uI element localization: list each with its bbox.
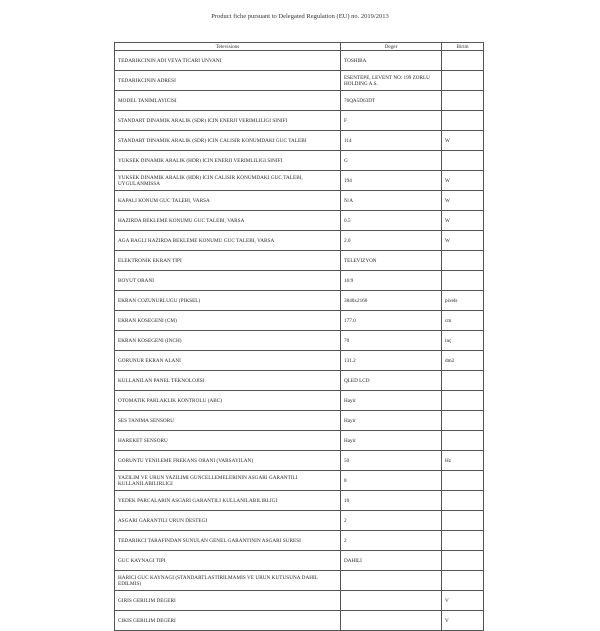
row-label: CIKIS GERILIM DEGERI <box>115 611 341 631</box>
row-label: HARICI GUC KAYNAGI (STANDARTLASTIRILMAMIS VE URUN KUTUSUNA DAHIL EDILMIS) <box>115 571 341 591</box>
row-value: Hayir <box>341 431 442 451</box>
row-unit <box>442 371 484 391</box>
row-label: STANDART DINAMIK ARALIK (SDR) ICIN CALISIR KONUMDAKI GUC TALEBI <box>115 131 341 151</box>
row-label: HAREKET SENSORU <box>115 431 341 451</box>
row-label: EKRAN KOSEGENI (INCH) <box>115 331 341 351</box>
row-label: HAZIRDA BEKLEME KONUMU GUC TALEBI, VARSA <box>115 211 341 231</box>
table-row <box>115 551 484 571</box>
row-value: 70QA5D63DT <box>341 91 442 111</box>
table-row <box>115 531 484 551</box>
table-row <box>115 411 484 431</box>
row-label: TEDARIKCININ ADRESI <box>115 71 341 91</box>
row-label: OTOMATIK PARLAKLIK KONTROLU (ABC) <box>115 391 341 411</box>
row-value: 70 <box>341 331 442 351</box>
row-label: ASGARI GARANTILI URUN DESTEGI <box>115 511 341 531</box>
row-unit: cm <box>442 311 484 331</box>
row-unit <box>442 151 484 171</box>
row-label: AGA BAGLI HAZIRDA BEKLEME KONUMU GUC TALEBI, VARSA <box>115 231 341 251</box>
row-value: 2.0 <box>341 231 442 251</box>
row-unit: dm2 <box>442 351 484 371</box>
header-televisions: Televisions <box>115 43 341 51</box>
row-label: GORUNTU YENILEME FREKANS ORANI (VARSAYILAN) <box>115 451 341 471</box>
table-header-row <box>115 43 484 51</box>
table-row <box>115 391 484 411</box>
row-value <box>341 611 442 631</box>
table-row <box>115 131 484 151</box>
row-label: GIRIS GERILIM DEGERI <box>115 591 341 611</box>
table-row <box>115 471 484 491</box>
table-row <box>115 511 484 531</box>
table-row <box>115 591 484 611</box>
table-row <box>115 251 484 271</box>
header-unit: Birim <box>442 43 484 51</box>
row-unit: V <box>442 591 484 611</box>
row-unit: W <box>442 171 484 191</box>
table-row <box>115 71 484 91</box>
table-row <box>115 371 484 391</box>
row-unit: W <box>442 211 484 231</box>
row-value: N/A <box>341 191 442 211</box>
row-unit <box>442 551 484 571</box>
row-value: Hayir <box>341 411 442 431</box>
table-row <box>115 211 484 231</box>
row-value: 10 <box>341 491 442 511</box>
row-label: YUKSEK DINAMIK ARALIK (HDR) ICIN CALISIR KONUMDAKI GUC TALEBI, UYGULANMISSA <box>115 171 341 191</box>
table-row <box>115 571 484 591</box>
row-value: Hayir <box>341 391 442 411</box>
page-title: Product fiche pursuant to Delegated Regulation (EU) no. 2019/2013 <box>211 13 389 20</box>
row-label: ELEKTRONIK EKRAN TIPI <box>115 251 341 271</box>
row-label: STANDART DINAMIK ARALIK (SDR) ICIN ENERJI VERIMLILIGI SINIFI <box>115 111 341 131</box>
row-value: 114 <box>341 131 442 151</box>
row-unit: V <box>442 611 484 631</box>
table-row <box>115 51 484 71</box>
row-unit: pixels <box>442 291 484 311</box>
row-unit <box>442 271 484 291</box>
table-row <box>115 491 484 511</box>
table-row <box>115 331 484 351</box>
row-label: KULLANILAN PANEL TEKNOLOJISI <box>115 371 341 391</box>
row-label: SES TANIMA SENSORU <box>115 411 341 431</box>
row-unit: W <box>442 131 484 151</box>
row-label: TEDARIKCININ ADI VEYA TICARI UNVANI <box>115 51 341 71</box>
row-label: TEDARIKCI TARAFINDAN SUNULAN GENEL GARANTININ ASGARI SURESI <box>115 531 341 551</box>
table-row <box>115 451 484 471</box>
row-value: 16:9 <box>341 271 442 291</box>
row-value <box>341 571 442 591</box>
table-row <box>115 171 484 191</box>
product-fiche-table <box>114 42 484 631</box>
row-unit <box>442 471 484 491</box>
table-row <box>115 291 484 311</box>
row-value: 8 <box>341 471 442 491</box>
table-row <box>115 191 484 211</box>
row-label: YAZILIM VE URUN YAZILIMI GUNCELLEMELERININ ASGARI GARANTILI KULLANILABILIRLIGI <box>115 471 341 491</box>
row-value: 3840x2160 <box>341 291 442 311</box>
row-label: GORUNUR EKRAN ALANI <box>115 351 341 371</box>
row-unit: Hz <box>442 451 484 471</box>
row-value: TELEVIZYON <box>341 251 442 271</box>
row-label: EKRAN COZUNURLUGU (PIKSEL) <box>115 291 341 311</box>
row-unit <box>442 251 484 271</box>
table-row <box>115 91 484 111</box>
table-row <box>115 151 484 171</box>
row-label: YUKSEK DINAMIK ARALIK (HDR) ICIN ENERJI VERIMLILIGI SINIFI <box>115 151 341 171</box>
table-row <box>115 111 484 131</box>
row-unit <box>442 511 484 531</box>
row-label: MODEL TANIMLAYICISI <box>115 91 341 111</box>
table-row <box>115 351 484 371</box>
row-value: ESENTEPE, LEVENT NO: 199 ZORLU HOLDING A.S. <box>341 71 442 91</box>
row-unit <box>442 491 484 511</box>
row-value: 177.0 <box>341 311 442 331</box>
header-value: Deger <box>341 43 442 51</box>
row-label: GUC KAYNAGI TIPI <box>115 551 341 571</box>
row-unit: inç <box>442 331 484 351</box>
row-unit <box>442 391 484 411</box>
row-label: BOYUT ORANI <box>115 271 341 291</box>
row-value: 2 <box>341 531 442 551</box>
row-unit <box>442 71 484 91</box>
row-value: F <box>341 111 442 131</box>
row-unit <box>442 571 484 591</box>
row-value: 50 <box>341 451 442 471</box>
row-unit: W <box>442 191 484 211</box>
row-unit: W <box>442 231 484 251</box>
row-value: DAHILI <box>341 551 442 571</box>
row-value: 131.2 <box>341 351 442 371</box>
table-row <box>115 611 484 631</box>
row-value <box>341 591 442 611</box>
row-unit <box>442 411 484 431</box>
row-value: 0.5 <box>341 211 442 231</box>
row-unit <box>442 431 484 451</box>
table-row <box>115 311 484 331</box>
row-unit <box>442 51 484 71</box>
row-unit <box>442 91 484 111</box>
row-value: QLED LCD <box>341 371 442 391</box>
row-label: EKRAN KOSEGENI (CM) <box>115 311 341 331</box>
row-label: KAPALI KONUM GUC TALEBI, VARSA <box>115 191 341 211</box>
row-unit <box>442 531 484 551</box>
row-unit <box>442 111 484 131</box>
table-row <box>115 271 484 291</box>
row-value: G <box>341 151 442 171</box>
row-label: YEDEK PARCALARIN ASGARI GARANTILI KULLANILABILIRLIGI <box>115 491 341 511</box>
table-row <box>115 431 484 451</box>
row-value: 194 <box>341 171 442 191</box>
table-row <box>115 231 484 251</box>
row-value: 2 <box>341 511 442 531</box>
row-value: TOSHIBA <box>341 51 442 71</box>
